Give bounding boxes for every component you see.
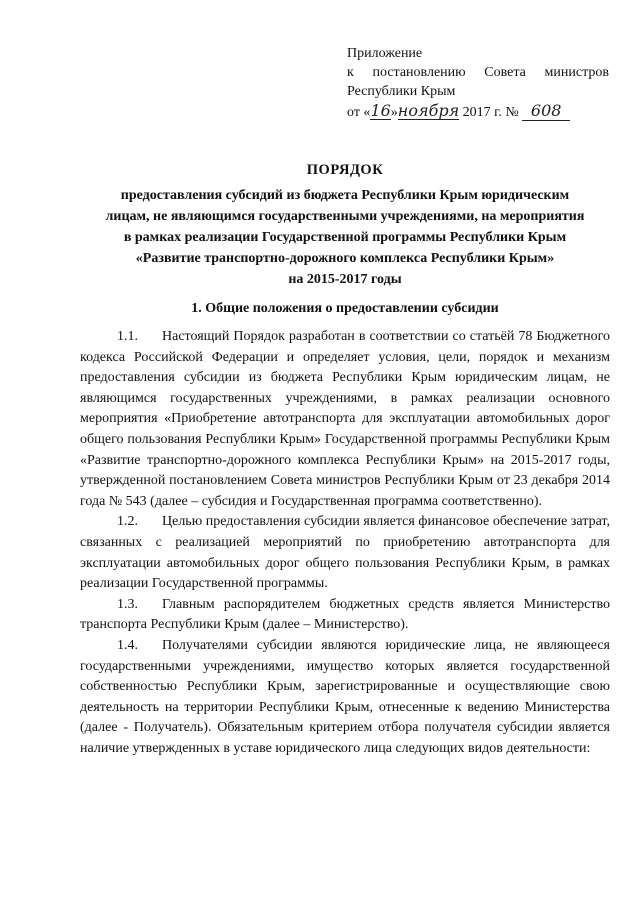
paragraph-number: 1.1.: [117, 329, 138, 344]
appendix-authority: Республики Крым: [347, 84, 456, 99]
document-body: [80, 327, 610, 759]
date-year: 2017 г. №: [462, 105, 519, 120]
appendix-resolution: к постановлению Совета министров: [347, 65, 609, 80]
title-line: предоставления субсидий из бюджета Республики Крым юридическим: [120, 188, 570, 203]
date-month-handwritten: ноября: [397, 101, 460, 120]
paragraph: [80, 512, 610, 594]
document-title: [80, 160, 610, 290]
section-heading: 1. Общие положения о предоставлении субсидии: [191, 301, 499, 316]
title-line: на 2015-2017 годы: [288, 272, 402, 287]
paragraph: [80, 636, 610, 760]
title-heading: ПОРЯДОК: [306, 162, 384, 178]
appendix-block: [347, 44, 609, 122]
paragraph-number: 1.3.: [117, 596, 138, 612]
title-line: в рамках реализации Государственной программы Республики Крым: [123, 230, 567, 245]
date-prefix: от «: [347, 105, 371, 120]
appendix-date-line: [347, 101, 609, 122]
paragraph-text: Настоящий Порядок разработан в соответствии со статьёй 78 Бюджетного кодекса Российской Федерации и определяет условия, цели, порядок и механизм предоставления субсидии из бюджета Республики Крым юридическим лицам, не являющимся государственных учреждениями, в рамках реализации основного мероприятия «Приобретение автотранспорта для эксплуатации автомобильных дорог общего пользования Республики Крым» Государственной программы Республики Крым «Развитие транспортно-дорожного комплекса Республики Крым» на 2015-2017 годы, утвержденной постановлением Совета министров Республики Крым от 23 декабря 2014 года № 543 (далее – субсидия и Государственная программа соответственно).: [80, 329, 610, 509]
title-line: лицам, не являющимся государственными учреждениями, на мероприятия: [105, 209, 585, 224]
title-line: «Развитие транспортно-дорожного комплекса Республики Крым»: [135, 251, 555, 266]
paragraph-number: 1.4.: [117, 637, 138, 653]
doc-number-handwritten: 608: [522, 101, 570, 121]
paragraph-text: Целью предоставления субсидии является финансовое обеспечение затрат, связанных с реализацией мероприятий по приобретению автотранспорта для эксплуатации автомобильных дорог общего пользования Республики Крым, в рамках реализации Государственной программы.: [80, 514, 610, 592]
paragraph-text: Главным распорядителем бюджетных средств является Министерство транспорта Республики Крым (далее – Министерство).: [80, 596, 610, 633]
appendix-title: Приложение: [347, 46, 423, 61]
paragraph-number: 1.2.: [117, 514, 138, 530]
paragraph: [80, 327, 610, 512]
paragraph-text: Получателями субсидии являются юридические лица, не являющееся государственными учреждениями, имущество которых является государственной собственностью Республики Крым, зарегистрированные и осуществляющие свою деятельность на территории Республики Крым, отнесенные к ведению Министерства (далее - Получатель). Обязательным критерием отбора получателя субсидии является наличие утвержденных в уставе юридического лица следующих видов деятельности:: [80, 637, 610, 756]
paragraph: [80, 595, 610, 636]
date-quote-close: »: [390, 105, 398, 120]
date-day-handwritten: 16: [370, 101, 391, 120]
